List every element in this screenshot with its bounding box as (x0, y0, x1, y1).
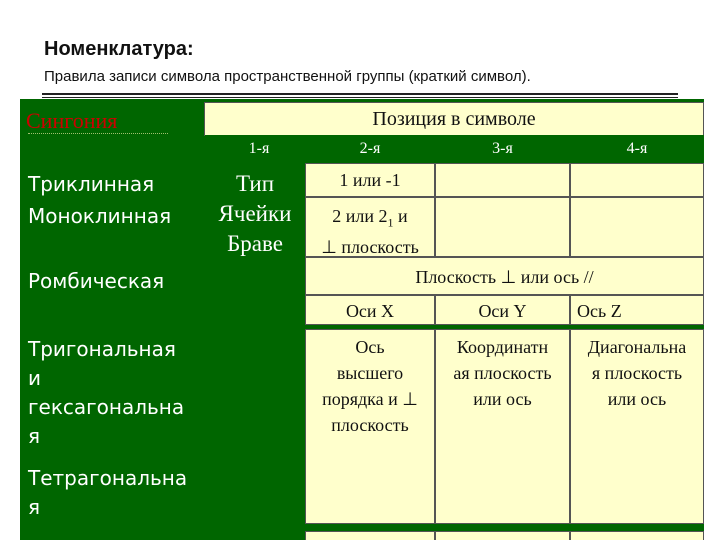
monoclinic-pos2-subscript: 1 (387, 215, 394, 230)
syngonia-underline (28, 133, 168, 134)
higher-pos4-line-1: Диагональна (587, 337, 687, 357)
monoclinic-position-2 (305, 197, 435, 257)
system-monoclinic: Моноклинная (28, 204, 172, 228)
system-trig-hex-line-3: гексагональна (28, 395, 185, 419)
monoclinic-pos2-main: 2 или 2 (332, 206, 388, 226)
bravais-type (205, 169, 305, 259)
next-row-position-4 (570, 531, 704, 540)
axis-y: Оси Y (435, 295, 570, 325)
bravais-line-3: Браве (227, 231, 283, 256)
system-trigonal-hexagonal (20, 335, 202, 455)
position-1-header: 1-я (205, 135, 313, 161)
higher-position-4 (570, 329, 704, 524)
system-tetragonal (20, 464, 202, 524)
system-tetragonal-line-2: я (28, 495, 41, 519)
higher-pos2-line-1: Ось (355, 337, 385, 357)
bravais-line-1: Тип (235, 171, 275, 196)
title-rule (42, 93, 678, 95)
higher-pos4-line-2: я плоскость (591, 363, 683, 383)
axis-x: Оси X (305, 295, 435, 325)
slide-subtitle: Правила записи символа пространственной группы (краткий символ). (44, 68, 531, 85)
symbol-table (20, 99, 704, 540)
syngonia-header (20, 99, 202, 139)
higher-position-3 (435, 329, 570, 524)
triclinic-position-2: 1 или -1 (305, 163, 435, 197)
higher-pos3-line-2: ая плоскость (453, 363, 552, 383)
higher-pos2-line-3: порядка и ⊥ (322, 389, 418, 409)
monoclinic-pos2-tail: и (393, 206, 408, 226)
system-orthorhombic: Ромбическая (28, 269, 165, 293)
slide-title: Номенклатура: (44, 38, 194, 60)
monoclinic-position-4 (570, 197, 704, 257)
system-trig-hex-line-2: и (28, 366, 41, 390)
higher-pos3-line-3: или ось (473, 389, 532, 409)
higher-pos4-line-3: или ось (607, 389, 667, 409)
system-trig-hex-line-1: Тригональная (28, 337, 176, 361)
position-2-header: 2-я (305, 135, 435, 161)
higher-pos2-line-4: плоскость (331, 415, 409, 435)
triclinic-position-3 (435, 163, 570, 197)
triclinic-position-4 (570, 163, 704, 197)
title-rule-thin (42, 97, 678, 98)
next-row-position-3 (435, 531, 570, 540)
system-tetragonal-line-1: Тетрагональна (28, 466, 188, 490)
position-header: Позиция в символе (204, 102, 704, 136)
syngonia-header-label: Сингония (26, 108, 118, 133)
higher-position-2 (305, 329, 435, 524)
system-triclinic: Триклинная (28, 172, 155, 196)
axis-z: Ось Z (570, 295, 704, 325)
bravais-blank-column (207, 259, 303, 540)
next-row-position-2 (305, 531, 435, 540)
system-trig-hex-line-4: я (28, 424, 41, 448)
monoclinic-pos2-line-2: ⊥ плоскость (321, 236, 419, 257)
orthorhombic-plane-or-axis: Плоскость ⊥ или ось // (305, 257, 704, 295)
position-3-header: 3-я (435, 135, 570, 161)
position-4-header: 4-я (570, 135, 704, 161)
monoclinic-position-3 (435, 197, 570, 257)
higher-pos3-line-1: Координатн (456, 337, 549, 357)
higher-pos2-line-2: высшего (336, 363, 404, 383)
bravais-line-2: Ячейки (218, 201, 292, 226)
